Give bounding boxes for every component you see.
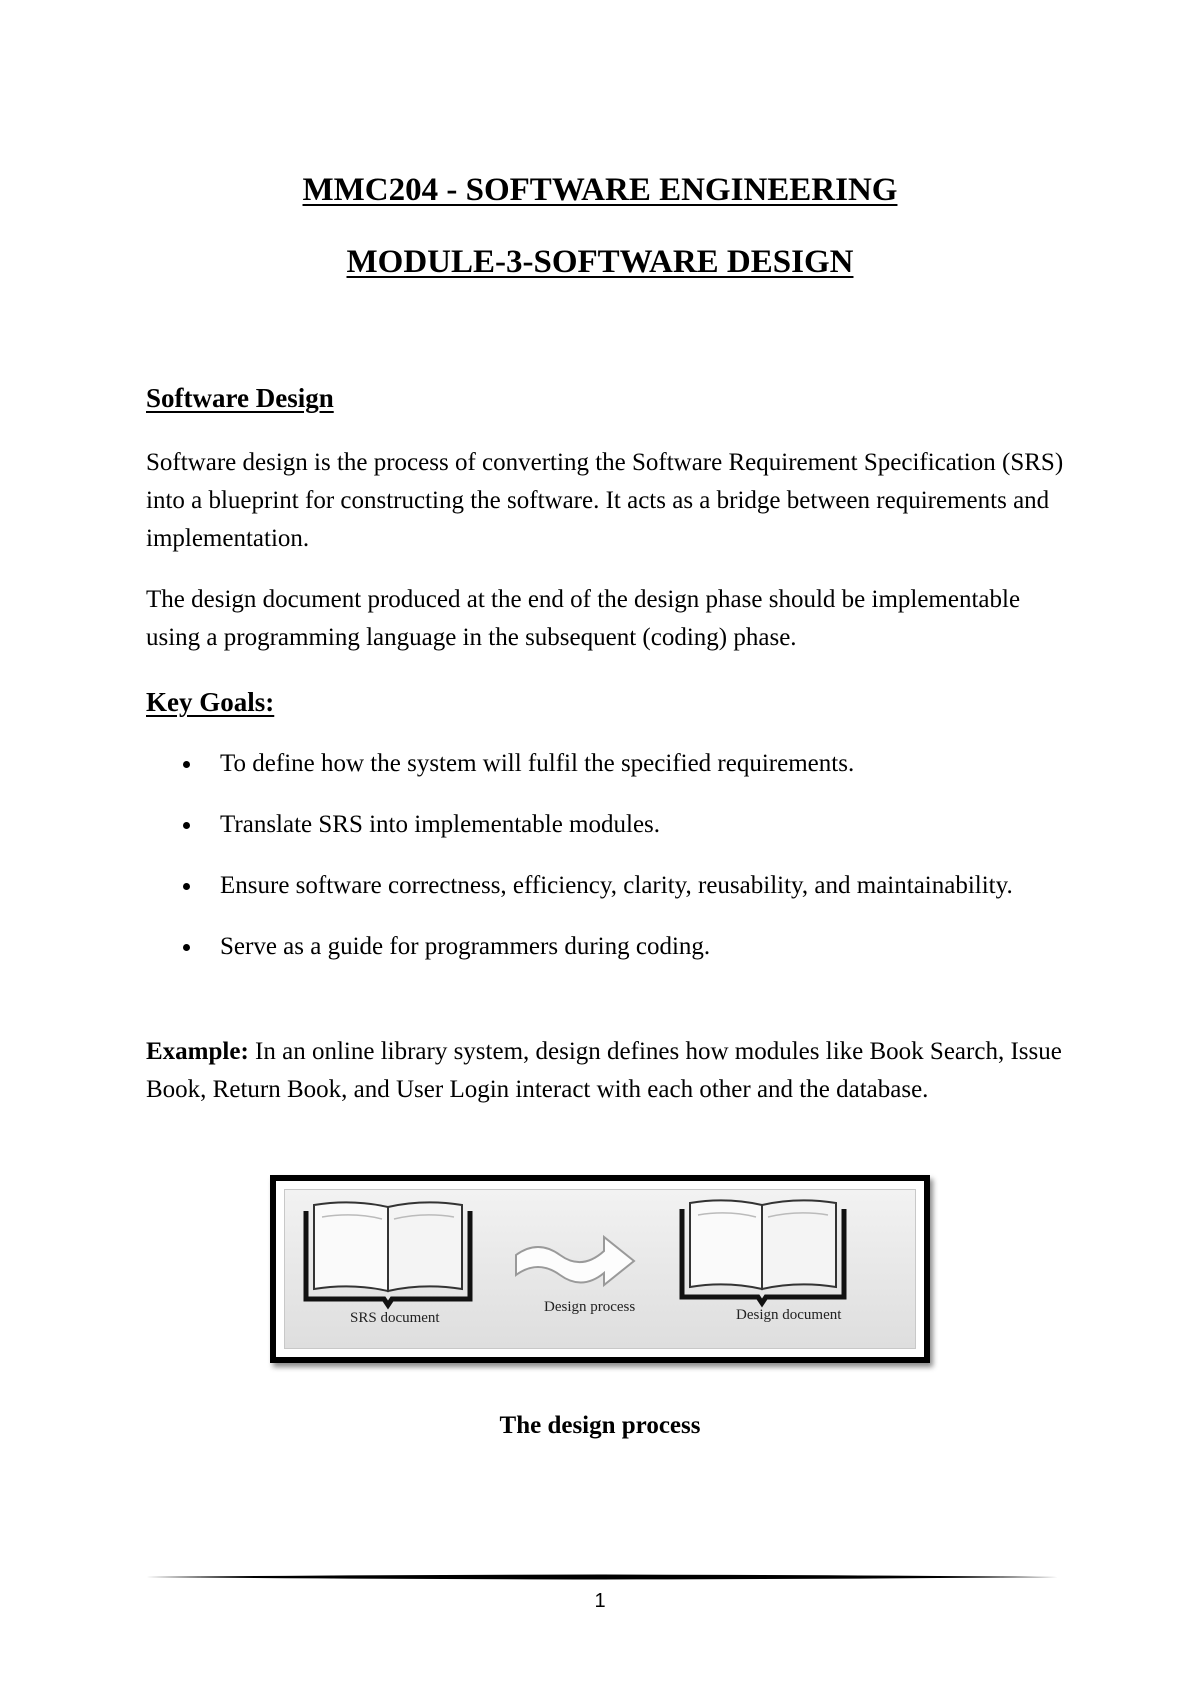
module-title: MODULE-3-SOFTWARE DESIGN <box>346 244 854 280</box>
section-heading: Software Design <box>146 383 334 413</box>
goal-text: Ensure software correctness, efficiency, clarity, reusability, and maintainability. <box>220 872 1013 899</box>
open-book-icon <box>306 1202 470 1305</box>
course-title: MMC204 - SOFTWARE ENGINEERING <box>302 172 898 208</box>
figure-caption: The design process <box>499 1412 701 1439</box>
page-number: 1 <box>594 1590 606 1612</box>
list-item <box>146 867 1071 905</box>
bullet-icon <box>183 822 190 829</box>
bullet-icon <box>183 761 190 768</box>
goal-text: To define how the system will fulfil the specified requirements. <box>220 750 855 777</box>
intro-paragraph: Software design is the process of converting the Software Requirement Specification (SRS) into a blueprint for constructing the software. It acts as a bridge between requirements and implementation. <box>146 449 1064 552</box>
key-goals-heading: Key Goals: <box>146 687 275 717</box>
example-label: Example: <box>146 1038 249 1065</box>
example-text: In an online library system, design defines how modules like Book Search, Issue Book, Return Book, and User Login interact with each other and the database. <box>146 1038 1062 1103</box>
srs-document-label: SRS document <box>350 1310 440 1326</box>
list-item <box>146 928 1071 966</box>
example-paragraph <box>146 1033 1071 1109</box>
goal-text: Translate SRS into implementable modules. <box>220 811 661 838</box>
design-process-figure <box>270 1175 930 1363</box>
list-item <box>146 745 1071 783</box>
wavy-arrow-icon <box>516 1237 634 1285</box>
list-item <box>146 806 1071 844</box>
bullet-icon <box>183 944 190 951</box>
open-book-icon <box>682 1200 844 1303</box>
figure-drawing <box>276 1181 924 1357</box>
design-process-label: Design process <box>544 1299 636 1315</box>
footer-rule <box>146 1574 1058 1580</box>
design-document-paragraph: The design document produced at the end of the design phase should be implementable using a programming language in the subsequent (coding) phase. <box>146 586 1021 651</box>
bullet-icon <box>183 883 190 890</box>
goal-text: Serve as a guide for programmers during coding. <box>220 933 711 960</box>
design-document-label: Design document <box>736 1307 842 1323</box>
key-goals-list <box>146 745 1071 989</box>
